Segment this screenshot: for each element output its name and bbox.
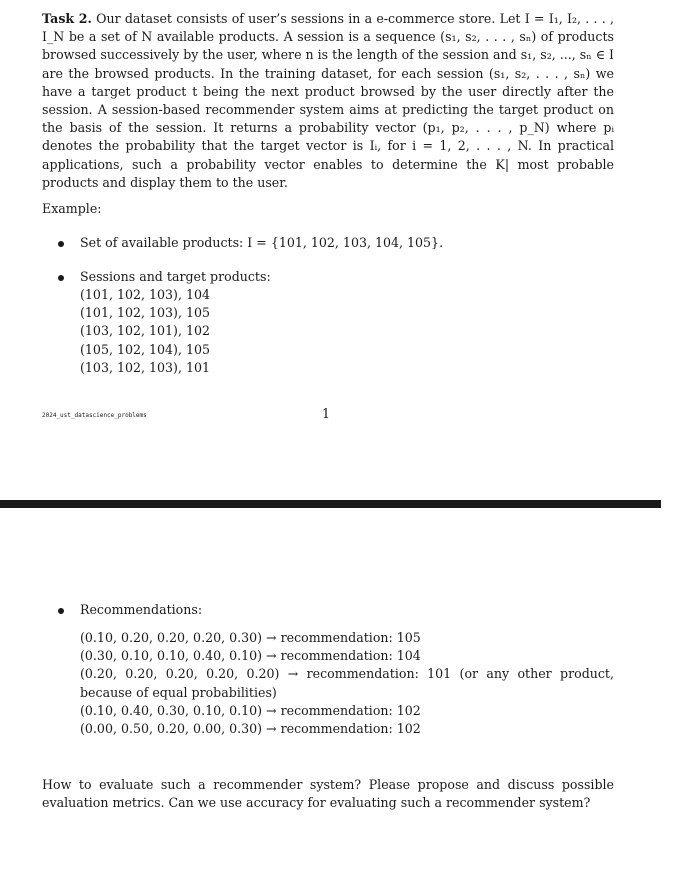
bullet-text: Sessions and target products: <box>80 269 271 284</box>
bullet-text: Set of available products: I = {101, 102, 103, 104, 105}. <box>80 235 444 250</box>
bullet-sessions <box>58 268 271 286</box>
recommendation-line: (0.20, 0.20, 0.20, 0.20, 0.20) → recommendation: 101 (or any other product, because of equal probabilities) <box>80 666 614 700</box>
page-number: 1 <box>322 406 331 421</box>
task-description <box>42 10 614 192</box>
bullet-dot-icon <box>58 608 64 614</box>
document-page-2 <box>0 508 675 895</box>
session-line: (103, 102, 101), 102 <box>80 323 210 339</box>
session-line: (101, 102, 103), 105 <box>80 305 210 321</box>
session-line: (105, 102, 104), 105 <box>80 341 210 357</box>
bullet-available-products <box>58 234 443 252</box>
session-line: (103, 102, 103), 101 <box>80 359 210 375</box>
page-separator <box>0 500 661 508</box>
example-label: Example: <box>42 201 102 216</box>
bullet-dot-icon <box>58 275 64 281</box>
task-paragraph: Our dataset consists of user’s sessions in a e-commerce store. Let I = I₁, I₂, . . . , I_N be a set of N available products. A session is a sequence (s₁, s₂, . . . , sₙ) of products browsed successively by the user, where n is the length of the session and s₁, s₂, ..., sₙ ∈ I are the browsed products. In the training dataset, for each session (s₁, s₂, . . . , sₙ) we have a target product t being the next product browsed by the user directly after the session. A session-based recommender system aims at predicting the target product on the basis of the session. It returns a probability vector (p₁, p₂, . . . , p_N) where pᵢ denotes the probability that the target vector is Iᵢ, for i = 1, 2, . . . , N. In practical applications, such a probability vector enables to determine the K| most probable products and display them to the user. <box>42 11 614 190</box>
footer-filename: 2024_ust_datascience_problems <box>42 412 147 419</box>
bullet-dot-icon <box>58 241 64 247</box>
recommendations-list <box>80 629 614 738</box>
evaluation-question: How to evaluate such a recommender system? Please propose and discuss possible evaluation metrics. Can we use accuracy for evaluating such a recommender system? <box>42 777 614 811</box>
bullet-text: Recommendations: <box>80 602 203 617</box>
bullet-recommendations <box>58 601 202 619</box>
recommendation-line: (0.00, 0.50, 0.20, 0.00, 0.30) → recommendation: 102 <box>80 721 421 737</box>
recommendation-line: (0.30, 0.10, 0.10, 0.40, 0.10) → recommendation: 104 <box>80 648 421 664</box>
recommendation-line: (0.10, 0.20, 0.20, 0.20, 0.30) → recommendation: 105 <box>80 630 421 645</box>
sessions-list <box>80 286 614 377</box>
session-line: (101, 102, 103), 104 <box>80 287 210 302</box>
recommendation-line: (0.10, 0.40, 0.30, 0.10, 0.10) → recommendation: 102 <box>80 702 421 718</box>
task-label: Task 2. <box>42 11 92 26</box>
